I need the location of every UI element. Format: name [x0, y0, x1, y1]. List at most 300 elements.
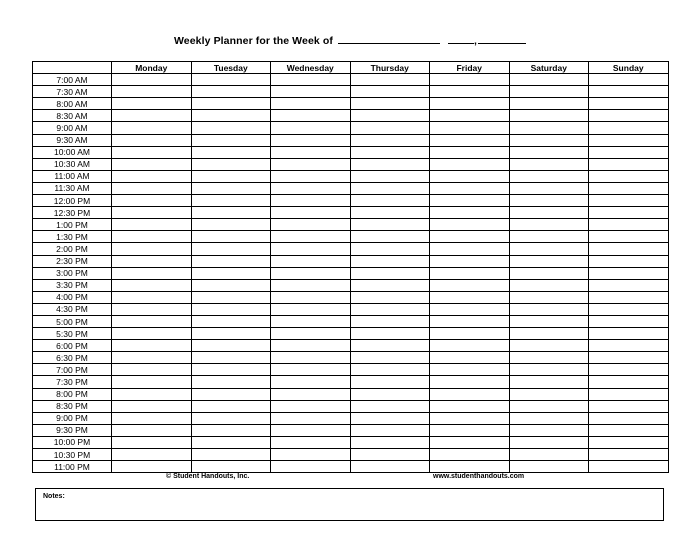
planner-cell — [589, 146, 669, 158]
planner-cell — [430, 98, 510, 110]
planner-cell — [350, 315, 430, 327]
copyright-text: © Student Handouts, Inc. — [166, 473, 250, 480]
time-slot-label: 10:00 AM — [33, 146, 112, 158]
planner-cell — [509, 315, 589, 327]
planner-cell — [350, 146, 430, 158]
planner-cell — [271, 388, 351, 400]
planner-cell — [589, 424, 669, 436]
planner-cell — [430, 388, 510, 400]
planner-cell — [430, 110, 510, 122]
planner-cell — [430, 461, 510, 473]
planner-cell — [509, 243, 589, 255]
time-slot-label: 2:30 PM — [33, 255, 112, 267]
planner-cell — [430, 436, 510, 448]
website-text: www.studenthandouts.com — [433, 473, 525, 480]
planner-cell — [191, 219, 271, 231]
planner-cell — [191, 182, 271, 194]
table-row — [33, 436, 669, 448]
table-row — [33, 340, 669, 352]
table-row — [33, 146, 669, 158]
planner-cell — [271, 207, 351, 219]
planner-cell — [350, 449, 430, 461]
planner-cell — [191, 388, 271, 400]
planner-cell — [271, 122, 351, 134]
planner-cell — [112, 98, 192, 110]
planner-cell — [191, 170, 271, 182]
planner-cell — [350, 412, 430, 424]
planner-cell — [589, 291, 669, 303]
planner-cell — [509, 134, 589, 146]
planner-cell — [112, 412, 192, 424]
planner-cell — [589, 158, 669, 170]
planner-cell — [271, 255, 351, 267]
planner-cell — [271, 303, 351, 315]
planner-cell — [430, 207, 510, 219]
table-row — [33, 364, 669, 376]
planner-cell — [589, 267, 669, 279]
planner-cell — [589, 436, 669, 448]
planner-cell — [589, 243, 669, 255]
planner-cell — [191, 243, 271, 255]
time-slot-label: 11:00 PM — [33, 461, 112, 473]
planner-cell — [509, 303, 589, 315]
planner-cell — [271, 412, 351, 424]
planner-cell — [589, 122, 669, 134]
planner-cell — [350, 243, 430, 255]
planner-cell — [112, 134, 192, 146]
planner-cell — [112, 207, 192, 219]
table-row — [33, 134, 669, 146]
table-row — [33, 388, 669, 400]
time-slot-label: 8:00 PM — [33, 388, 112, 400]
planner-cell — [350, 376, 430, 388]
planner-cell — [430, 424, 510, 436]
planner-cell — [271, 86, 351, 98]
planner-cell — [589, 207, 669, 219]
planner-cell — [430, 315, 510, 327]
planner-cell — [112, 255, 192, 267]
planner-cell — [112, 170, 192, 182]
week-year-blank — [478, 33, 526, 44]
table-row — [33, 315, 669, 327]
planner-cell — [271, 182, 351, 194]
planner-cell — [350, 352, 430, 364]
time-slot-label: 10:00 PM — [33, 436, 112, 448]
planner-cell — [271, 315, 351, 327]
planner-cell — [191, 267, 271, 279]
planner-cell — [350, 328, 430, 340]
planner-cell — [509, 388, 589, 400]
planner-cell — [350, 231, 430, 243]
planner-cell — [589, 170, 669, 182]
planner-cell — [112, 315, 192, 327]
planner-cell — [191, 86, 271, 98]
time-slot-label: 6:30 PM — [33, 352, 112, 364]
planner-cell — [430, 303, 510, 315]
planner-cell — [430, 412, 510, 424]
table-row — [33, 158, 669, 170]
planner-cell — [589, 219, 669, 231]
planner-cell — [191, 303, 271, 315]
planner-cell — [112, 303, 192, 315]
planner-cell — [271, 279, 351, 291]
planner-cell — [430, 328, 510, 340]
planner-cell — [509, 146, 589, 158]
planner-cell — [112, 158, 192, 170]
planner-cell — [271, 267, 351, 279]
planner-cell — [271, 74, 351, 86]
planner-cell — [350, 255, 430, 267]
planner-cell — [191, 412, 271, 424]
planner-cell — [112, 267, 192, 279]
planner-title — [0, 33, 700, 47]
table-row — [33, 279, 669, 291]
planner-cell — [589, 449, 669, 461]
time-slot-label: 1:00 PM — [33, 219, 112, 231]
corner-cell — [33, 62, 112, 74]
planner-cell — [271, 195, 351, 207]
planner-cell — [430, 134, 510, 146]
planner-cell — [589, 376, 669, 388]
time-slot-label: 2:00 PM — [33, 243, 112, 255]
time-slot-label: 10:30 PM — [33, 449, 112, 461]
planner-cell — [350, 303, 430, 315]
planner-cell — [191, 134, 271, 146]
planner-cell — [271, 98, 351, 110]
time-slot-label: 9:30 AM — [33, 134, 112, 146]
planner-cell — [589, 364, 669, 376]
planner-cell — [589, 303, 669, 315]
planner-cell — [350, 74, 430, 86]
planner-cell — [589, 315, 669, 327]
planner-cell — [430, 182, 510, 194]
planner-cell — [112, 449, 192, 461]
time-slot-label: 9:00 PM — [33, 412, 112, 424]
planner-cell — [430, 195, 510, 207]
planner-cell — [350, 219, 430, 231]
planner-cell — [271, 219, 351, 231]
planner-cell — [112, 352, 192, 364]
planner-cell — [112, 364, 192, 376]
planner-cell — [191, 376, 271, 388]
planner-cell — [112, 340, 192, 352]
planner-cell — [509, 158, 589, 170]
planner-cell — [112, 243, 192, 255]
table-row — [33, 267, 669, 279]
planner-cell — [271, 364, 351, 376]
planner-cell — [509, 461, 589, 473]
planner-cell — [430, 170, 510, 182]
planner-cell — [509, 255, 589, 267]
time-slot-label: 12:30 PM — [33, 207, 112, 219]
planner-cell — [191, 400, 271, 412]
planner-cell — [271, 231, 351, 243]
title-comma: , — [474, 35, 478, 47]
day-header-saturday: Saturday — [509, 62, 589, 74]
day-header-sunday: Sunday — [589, 62, 669, 74]
planner-cell — [191, 146, 271, 158]
time-slot-label: 7:30 AM — [33, 86, 112, 98]
time-slot-label: 3:30 PM — [33, 279, 112, 291]
time-slot-label: 11:00 AM — [33, 170, 112, 182]
planner-cell — [112, 110, 192, 122]
planner-cell — [509, 122, 589, 134]
planner-cell — [350, 291, 430, 303]
planner-cell — [350, 195, 430, 207]
planner-cell — [191, 315, 271, 327]
planner-cell — [271, 461, 351, 473]
time-slot-label: 7:30 PM — [33, 376, 112, 388]
planner-cell — [589, 412, 669, 424]
time-slot-label: 5:00 PM — [33, 315, 112, 327]
planner-cell — [350, 110, 430, 122]
week-day-blank — [448, 33, 474, 44]
table-row — [33, 219, 669, 231]
time-slot-label: 1:30 PM — [33, 231, 112, 243]
planner-cell — [271, 110, 351, 122]
planner-cell — [430, 231, 510, 243]
week-month-blank — [338, 33, 440, 44]
planner-cell — [509, 267, 589, 279]
time-slot-label: 8:30 PM — [33, 400, 112, 412]
planner-cell — [191, 352, 271, 364]
table-row — [33, 195, 669, 207]
planner-cell — [430, 255, 510, 267]
table-row — [33, 400, 669, 412]
table-row — [33, 255, 669, 267]
planner-cell — [430, 86, 510, 98]
planner-cell — [509, 436, 589, 448]
planner-cell — [509, 328, 589, 340]
table-row — [33, 376, 669, 388]
planner-cell — [589, 352, 669, 364]
planner-cell — [112, 74, 192, 86]
time-slot-label: 4:00 PM — [33, 291, 112, 303]
planner-cell — [350, 170, 430, 182]
planner-cell — [271, 449, 351, 461]
planner-cell — [191, 340, 271, 352]
time-slot-label: 11:30 AM — [33, 182, 112, 194]
planner-cell — [430, 219, 510, 231]
planner-cell — [430, 74, 510, 86]
planner-cell — [271, 291, 351, 303]
time-slot-label: 9:30 PM — [33, 424, 112, 436]
planner-cell — [589, 74, 669, 86]
table-row — [33, 98, 669, 110]
planner-cell — [191, 122, 271, 134]
table-row — [33, 122, 669, 134]
planner-cell — [509, 352, 589, 364]
day-header-friday: Friday — [430, 62, 510, 74]
planner-cell — [589, 182, 669, 194]
planner-cell — [509, 279, 589, 291]
planner-cell — [430, 158, 510, 170]
time-slot-label: 7:00 AM — [33, 74, 112, 86]
planner-cell — [350, 182, 430, 194]
planner-cell — [112, 279, 192, 291]
day-header-tuesday: Tuesday — [191, 62, 271, 74]
table-row — [33, 243, 669, 255]
planner-cell — [191, 158, 271, 170]
planner-cell — [271, 328, 351, 340]
planner-cell — [350, 267, 430, 279]
notes-label: Notes: — [43, 493, 65, 500]
header-row — [33, 62, 669, 74]
planner-cell — [350, 388, 430, 400]
planner-cell — [509, 291, 589, 303]
planner-cell — [509, 219, 589, 231]
planner-cell — [509, 195, 589, 207]
planner-cell — [271, 158, 351, 170]
planner-cell — [509, 376, 589, 388]
time-slot-label: 8:00 AM — [33, 98, 112, 110]
planner-cell — [112, 376, 192, 388]
planner-cell — [350, 400, 430, 412]
planner-cell — [112, 86, 192, 98]
planner-cell — [589, 279, 669, 291]
table-row — [33, 110, 669, 122]
table-row — [33, 461, 669, 473]
time-slot-label: 4:30 PM — [33, 303, 112, 315]
table-row — [33, 182, 669, 194]
planner-cell — [350, 134, 430, 146]
planner-table — [32, 61, 669, 473]
planner-cell — [430, 279, 510, 291]
planner-cell — [589, 400, 669, 412]
table-row — [33, 352, 669, 364]
planner-cell — [430, 267, 510, 279]
planner-cell — [589, 110, 669, 122]
table-row — [33, 424, 669, 436]
planner-cell — [589, 388, 669, 400]
planner-cell — [191, 195, 271, 207]
planner-cell — [112, 328, 192, 340]
time-slot-label: 3:00 PM — [33, 267, 112, 279]
planner-cell — [191, 255, 271, 267]
planner-cell — [589, 231, 669, 243]
planner-cell — [350, 98, 430, 110]
planner-cell — [112, 436, 192, 448]
title-text: Weekly Planner for the Week of — [173, 35, 333, 47]
time-slot-label: 7:00 PM — [33, 364, 112, 376]
planner-cell — [430, 400, 510, 412]
planner-cell — [350, 279, 430, 291]
planner-cell — [509, 74, 589, 86]
planner-cell — [509, 400, 589, 412]
planner-cell — [589, 255, 669, 267]
planner-cell — [509, 424, 589, 436]
planner-cell — [509, 340, 589, 352]
planner-cell — [191, 424, 271, 436]
planner-cell — [430, 449, 510, 461]
planner-cell — [191, 291, 271, 303]
planner-cell — [112, 400, 192, 412]
planner-cell — [589, 340, 669, 352]
planner-cell — [589, 461, 669, 473]
planner-body — [33, 74, 669, 473]
table-row — [33, 231, 669, 243]
planner-cell — [112, 219, 192, 231]
day-header-monday: Monday — [112, 62, 192, 74]
planner-cell — [271, 352, 351, 364]
planner-cell — [271, 400, 351, 412]
planner-cell — [191, 110, 271, 122]
table-row — [33, 74, 669, 86]
planner-cell — [112, 424, 192, 436]
planner-cell — [509, 110, 589, 122]
time-slot-label: 12:00 PM — [33, 195, 112, 207]
planner-cell — [271, 376, 351, 388]
planner-cell — [509, 231, 589, 243]
planner-cell — [350, 122, 430, 134]
time-slot-label: 5:30 PM — [33, 328, 112, 340]
planner-cell — [589, 86, 669, 98]
time-slot-label: 6:00 PM — [33, 340, 112, 352]
table-row — [33, 328, 669, 340]
planner-cell — [271, 243, 351, 255]
table-row — [33, 207, 669, 219]
planner-cell — [509, 364, 589, 376]
planner-cell — [271, 170, 351, 182]
planner-cell — [112, 122, 192, 134]
planner-cell — [271, 340, 351, 352]
planner-cell — [271, 424, 351, 436]
planner-cell — [112, 231, 192, 243]
planner-cell — [350, 340, 430, 352]
planner-cell — [112, 461, 192, 473]
planner-cell — [430, 122, 510, 134]
time-slot-label: 9:00 AM — [33, 122, 112, 134]
time-slot-label: 10:30 AM — [33, 158, 112, 170]
planner-cell — [112, 195, 192, 207]
planner-cell — [191, 364, 271, 376]
planner-cell — [112, 291, 192, 303]
planner-cell — [191, 98, 271, 110]
planner-cell — [191, 449, 271, 461]
planner-cell — [191, 328, 271, 340]
planner-cell — [191, 231, 271, 243]
planner-cell — [430, 291, 510, 303]
planner-cell — [509, 86, 589, 98]
planner-cell — [191, 461, 271, 473]
notes-box — [35, 488, 664, 521]
planner-cell — [430, 340, 510, 352]
planner-cell — [350, 436, 430, 448]
planner-cell — [430, 352, 510, 364]
table-row — [33, 170, 669, 182]
planner-cell — [430, 243, 510, 255]
planner-cell — [271, 146, 351, 158]
planner-cell — [430, 364, 510, 376]
planner-cell — [350, 207, 430, 219]
table-row — [33, 449, 669, 461]
table-row — [33, 412, 669, 424]
planner-cell — [191, 207, 271, 219]
table-row — [33, 291, 669, 303]
planner-cell — [112, 182, 192, 194]
planner-cell — [191, 279, 271, 291]
planner-cell — [191, 436, 271, 448]
planner-cell — [350, 461, 430, 473]
table-row — [33, 86, 669, 98]
planner-cell — [509, 207, 589, 219]
planner-cell — [112, 146, 192, 158]
day-header-wednesday: Wednesday — [271, 62, 351, 74]
planner-cell — [350, 364, 430, 376]
planner-cell — [589, 134, 669, 146]
planner-cell — [589, 195, 669, 207]
time-slot-label: 8:30 AM — [33, 110, 112, 122]
